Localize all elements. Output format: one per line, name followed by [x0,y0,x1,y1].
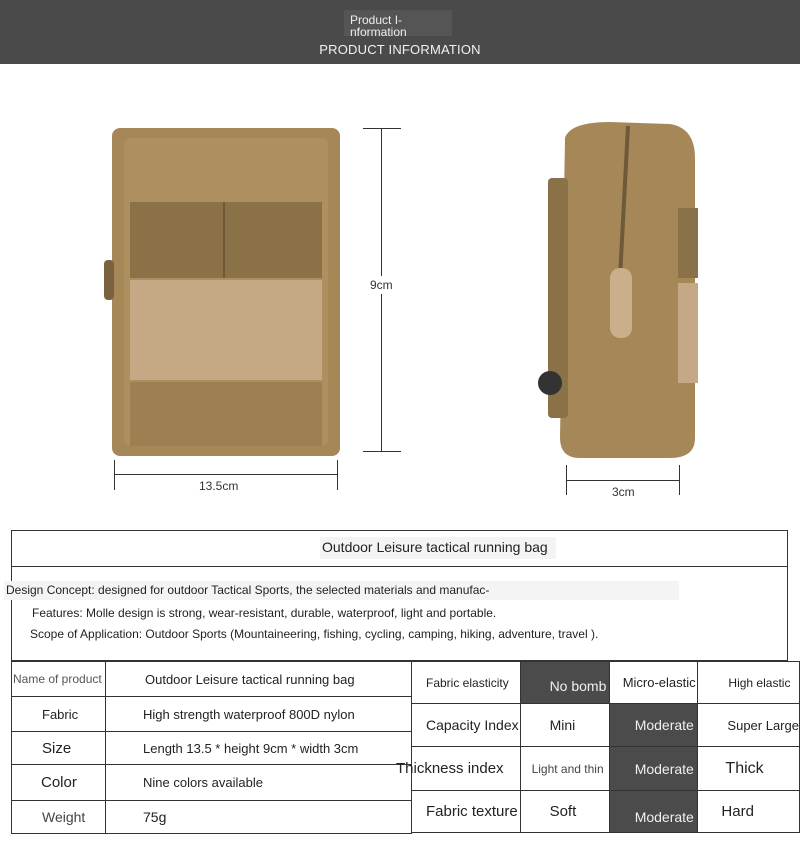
rating-option: Thick [698,747,800,791]
rating-option-selected: Moderate [609,791,698,833]
spec-label: Color [12,765,106,801]
rating-option: Light and thin [520,747,609,791]
table-row [412,662,800,704]
spec-value: Length 13.5 * height 9cm * width 3cm [106,732,412,765]
bag-front-image [100,120,350,460]
table-row [12,697,412,732]
rating-option: High elastic [698,662,800,704]
rating-option-selected: Moderate [609,747,698,791]
rating-label: Fabric texture [412,791,521,833]
table-row [412,791,800,833]
rating-option: Micro-elastic [609,662,698,704]
page-title: PRODUCT INFORMATION [319,42,481,57]
table-row [412,747,800,791]
rating-label: Capacity Index [412,704,521,747]
dim-height-label: 9cm [370,278,393,292]
rating-option: Super Large [698,704,800,747]
dim-depth-cap-left [566,465,567,495]
table-row [12,662,412,697]
rating-label: Thickness index [412,747,521,791]
header-bar [0,0,800,64]
rating-option: Soft [520,791,609,833]
spec-value: High strength waterproof 800D nylon [106,697,412,732]
rating-option: Hard [698,791,800,833]
header-mini-label: Product I- nformation [344,10,452,36]
scope-text: Scope of Application: Outdoor Sports (Mountaineering, fishing, cycling, camping, hiking, adventure, travel ). [30,627,599,641]
table-row [12,765,412,801]
spec-value: Outdoor Leisure tactical running bag [106,662,412,697]
rating-label: Fabric elasticity [412,662,521,704]
spec-value: Nine colors available [106,765,412,801]
dim-width-label: 13.5cm [199,479,239,493]
product-name-row [12,531,787,567]
design-concept-text: Design Concept: designed for outdoor Tactical Sports, the selected materials and manufac- [4,581,679,600]
dim-height-cap-top [363,128,401,129]
table-row [412,704,800,747]
dim-depth-cap-right [679,465,680,495]
product-name: Outdoor Leisure tactical running bag [320,537,556,559]
dim-height-cap-bottom [363,451,401,452]
spec-value: 75g [106,801,412,834]
dim-width-cap-left [114,460,115,490]
dim-depth-line [566,480,679,481]
spec-label: Weight [12,801,106,834]
dim-width-line [114,474,338,475]
table-row [12,801,412,834]
rating-option-selected: No bomb [520,662,609,704]
rating-option: Mini [520,704,609,747]
spec-label: Name of product [12,662,106,697]
spec-label: Size [12,732,106,765]
bag-side-image [530,118,705,463]
rating-option-selected: Moderate [609,704,698,747]
dim-depth-label: 3cm [612,485,635,499]
dim-width-cap-right [337,460,338,490]
rating-table [396,661,800,833]
features-text: Features: Molle design is strong, wear-resistant, durable, waterproof, light and portable. [32,606,497,620]
spec-label: Fabric [12,697,106,732]
table-row [12,732,412,765]
spec-table [11,661,412,834]
